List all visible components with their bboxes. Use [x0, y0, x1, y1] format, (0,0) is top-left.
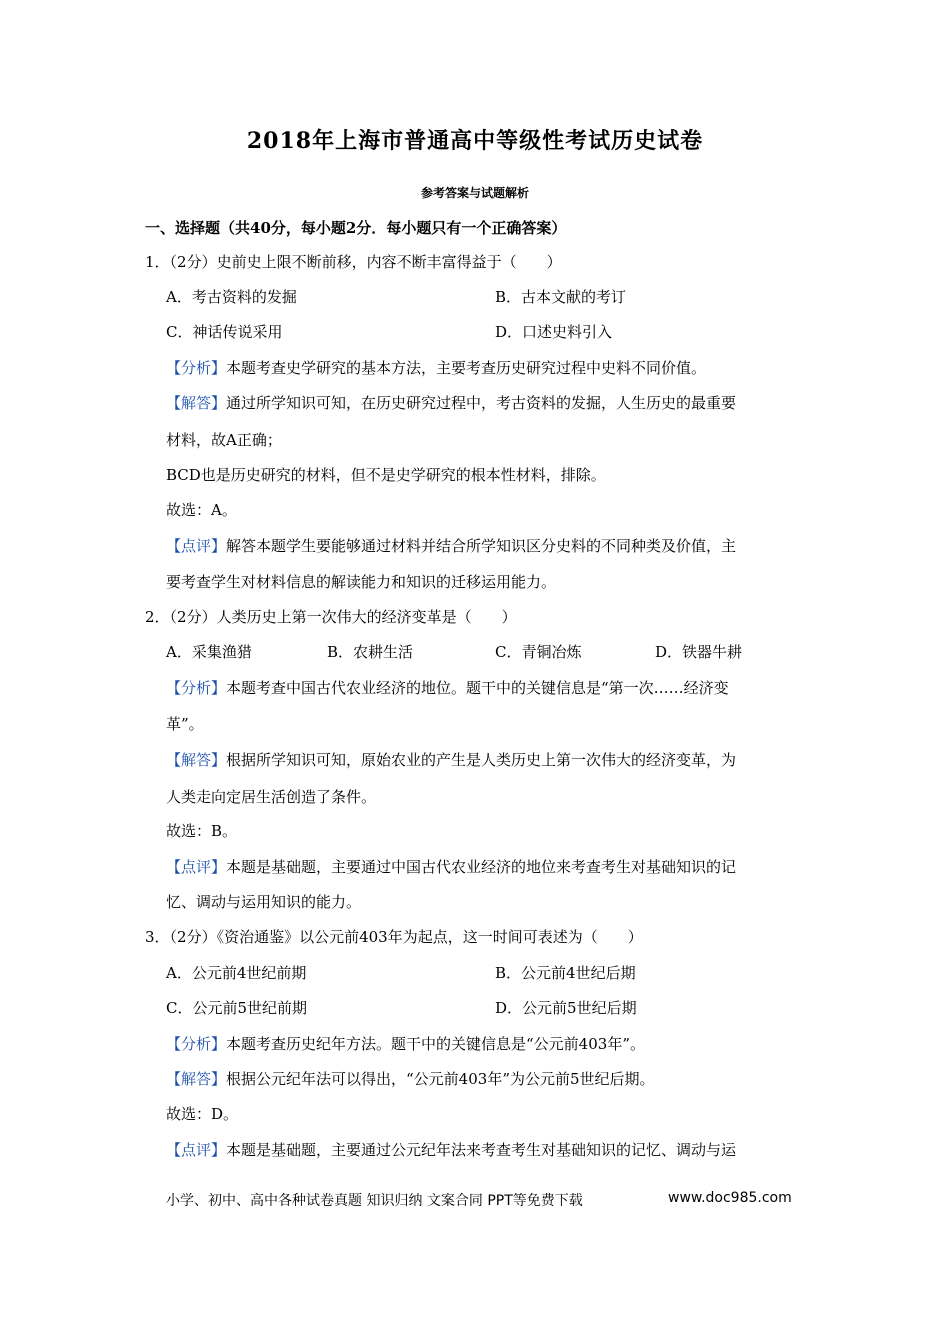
answer-text: 根据公元纪年法可以得出，“公元前403年”为公元前5世纪后期。 [226, 1070, 655, 1088]
question-stem: 2．（2分）人类历史上第一次伟大的经济变革是（ ） [145, 608, 517, 626]
comment-paragraph [166, 856, 736, 877]
answer-text-cont: 材料，故A正确； [166, 431, 282, 449]
comment-paragraph [166, 1139, 736, 1160]
comment-text: 本题是基础题，主要通过公元纪年法来考查考生对基础知识的记忆、调动与运 [226, 1141, 737, 1159]
option-c: C．青铜冶炼 [495, 643, 582, 661]
option-b: B．古本文献的考订 [495, 288, 627, 306]
option-a: A．公元前4世纪前期 [166, 964, 307, 982]
option-c: C．神话传说采用 [166, 323, 283, 341]
answer-tag: 【解答】 [166, 394, 227, 412]
analysis-tag: 【分析】 [166, 679, 227, 697]
page-subtitle: 参考答案与试题解析 [420, 186, 529, 200]
choice-line: 故选：B。 [166, 822, 238, 840]
option-a: A．采集渔猎 [166, 643, 252, 661]
analysis-paragraph [166, 677, 729, 698]
footer-text: 小学、初中、高中各种试卷真题 知识归纳 文案合同 PPT等免费下载 [166, 1193, 583, 1209]
analysis-text: 本题考查中国古代农业经济的地位。题干中的关键信息是“第一次……经济变 [226, 679, 729, 697]
comment-text: 解答本题学生要能够通过材料并结合所学知识区分史料的不同种类及价值，主 [226, 537, 737, 555]
answer-tag: 【解答】 [166, 1070, 227, 1088]
option-d: D．铁器牛耕 [655, 643, 743, 661]
answer-text: 根据所学知识可知，原始农业的产生是人类历史上第一次伟大的经济变革，为 [226, 751, 737, 769]
option-d: D．口述史料引入 [495, 323, 613, 341]
analysis-tag: 【分析】 [166, 359, 227, 377]
analysis-text-cont: 革”。 [166, 715, 204, 733]
answer-paragraph [166, 392, 736, 413]
option-b: B．公元前4世纪后期 [495, 964, 636, 982]
comment-paragraph [166, 535, 736, 556]
comment-tag: 【点评】 [166, 1141, 227, 1159]
analysis-text: 本题考查历史纪年方法。题干中的关键信息是“公元前403年”。 [226, 1035, 645, 1053]
comment-tag: 【点评】 [166, 537, 227, 555]
comment-text: 本题是基础题，主要通过中国古代农业经济的地位来考查考生对基础知识的记 [226, 858, 737, 876]
comment-text-cont: 要考查学生对材料信息的解读能力和知识的迁移运用能力。 [166, 573, 557, 591]
comment-tag: 【点评】 [166, 858, 227, 876]
option-b: B．农耕生活 [327, 643, 414, 661]
section-header: 一、选择题（共40分，每小题2分．每小题只有一个正确答案） [145, 219, 567, 237]
question-stem: 1．（2分）史前史上限不断前移，内容不断丰富得益于（ ） [145, 253, 562, 271]
choice-line: 故选：D。 [166, 1105, 239, 1123]
answer-text-cont: 人类走向定居生活创造了条件。 [166, 788, 377, 806]
analysis-tag: 【分析】 [166, 1035, 227, 1053]
answer-tag: 【解答】 [166, 751, 227, 769]
choice-line: 故选：A。 [166, 501, 237, 519]
option-a: A．考古资料的发掘 [166, 288, 297, 306]
analysis-paragraph [166, 357, 706, 378]
answer-text-cont: BCD也是历史研究的材料，但不是史学研究的根本性材料，排除。 [166, 466, 606, 484]
analysis-paragraph [166, 1033, 645, 1054]
answer-paragraph [166, 749, 736, 770]
footer-url[interactable]: www.doc985.com [668, 1190, 792, 1206]
comment-text-cont: 忆、调动与运用知识的能力。 [166, 893, 362, 911]
answer-paragraph [166, 1068, 655, 1089]
page-title: 2018年上海市普通高中等级性考试历史试卷 [246, 128, 704, 154]
question-stem: 3．（2分）《资治通鉴》以公元前403年为起点，这一时间可表述为（ ） [145, 928, 643, 946]
option-c: C．公元前5世纪前期 [166, 999, 308, 1017]
answer-text: 通过所学知识可知，在历史研究过程中，考古资料的发掘，人生历史的最重要 [226, 394, 737, 412]
option-d: D．公元前5世纪后期 [495, 999, 637, 1017]
analysis-text: 本题考查史学研究的基本方法，主要考查历史研究过程中史料不同价值。 [226, 359, 707, 377]
